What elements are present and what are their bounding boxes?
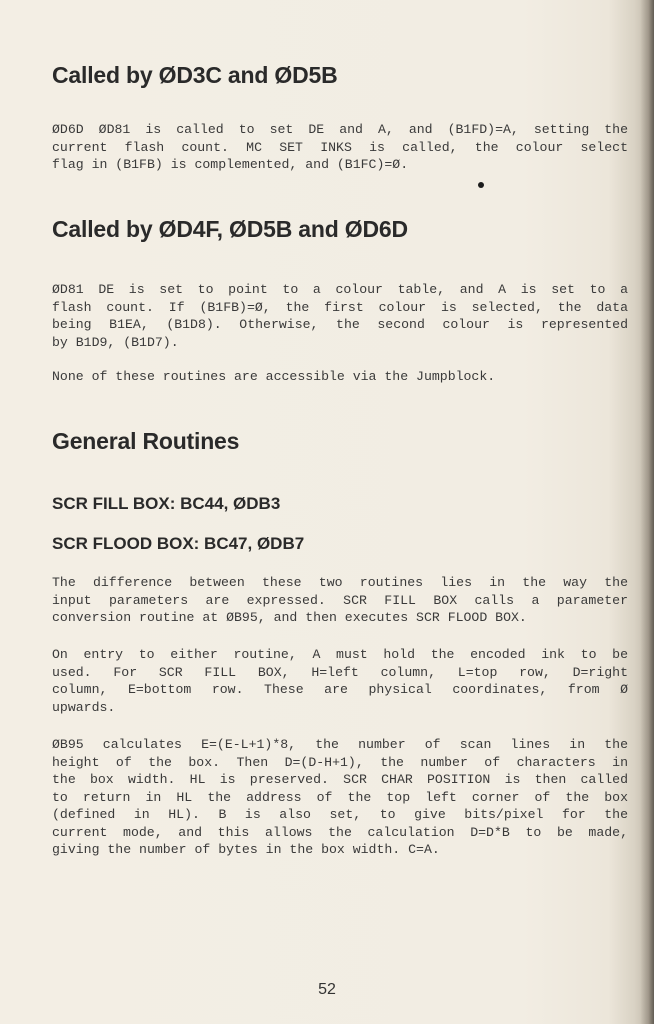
text-line: The difference between these two routines lies in the way the <box>52 575 628 590</box>
paragraph-colour-table <box>52 281 628 351</box>
heading-called-by-0d3c-0d5b: Called by ØD3C and ØD5B <box>52 62 338 88</box>
paragraph-routine-difference <box>52 574 628 627</box>
text-line: conversion routine at ØB95, and then executes SCR FLOOD BOX. <box>52 610 527 625</box>
subheading-scr-fill-box: SCR FILL BOX: BC44, ØDB3 <box>52 494 281 513</box>
bullet-mark <box>478 182 484 188</box>
text-line: column, E=bottom row. These are physical coordinates, from Ø <box>52 682 628 697</box>
text-line: current flash count. MC SET INKS is called, the colour select <box>52 139 628 155</box>
text-line: by B1D9, (B1D7). <box>52 334 179 350</box>
page-number: 52 <box>318 981 336 998</box>
text-line: None of these routines are accessible via the Jumpblock. <box>52 369 496 384</box>
text-line: giving the number of bytes in the box width. C=A. <box>52 842 440 857</box>
text-line: used. For SCR FILL BOX, H=left column, L=top row, D=right <box>52 664 628 680</box>
heading-general-routines: General Routines <box>52 428 240 454</box>
heading-called-by-0d4f-0d5b-0d6d: Called by ØD4F, ØD5B and ØD6D <box>52 216 408 242</box>
text-line: to return in HL the address of the top left corner of the box <box>52 789 628 805</box>
text-line: flag in (B1FB) is complemented, and (B1FC)=Ø. <box>52 157 409 172</box>
paragraph-0b95-calculation <box>52 736 628 859</box>
paragraph-flash-count <box>52 121 628 174</box>
paragraph-jumpblock-note <box>52 368 628 386</box>
text-line: height of the box. Then D=(D-H+1), the number of characters in <box>52 754 628 770</box>
text-line: ØD6D ØD81 is called to set DE and A, and (B1FD)=A, setting the <box>52 122 628 137</box>
text-line: ØB95 calculates E=(E-L+1)*8, the number of scan lines in the <box>52 737 628 752</box>
text-line: On entry to either routine, A must hold the encoded ink to be <box>52 647 628 662</box>
text-line: flash count. If (B1FB)=Ø, the first colour is selected, the data <box>52 299 628 315</box>
text-line: current mode, and this allows the calculation D=D*B to be made, <box>52 824 628 840</box>
text-line: (defined in HL). B is also set, to give bits/pixel for the <box>52 807 628 822</box>
text-line: input parameters are expressed. SCR FILL BOX calls a parameter <box>52 592 628 608</box>
text-line: upwards. <box>52 699 116 715</box>
paragraph-entry-conditions <box>52 646 628 716</box>
page-spine-shadow <box>640 0 654 1024</box>
text-line: being B1EA, (B1D8). Otherwise, the second colour is represented <box>52 317 628 332</box>
text-line: ØD81 DE is set to point to a colour table, and A is set to a <box>52 282 628 297</box>
subheading-scr-flood-box: SCR FLOOD BOX: BC47, ØDB7 <box>52 534 305 553</box>
text-line: the box width. HL is preserved. SCR CHAR POSITION is then called <box>52 772 628 787</box>
